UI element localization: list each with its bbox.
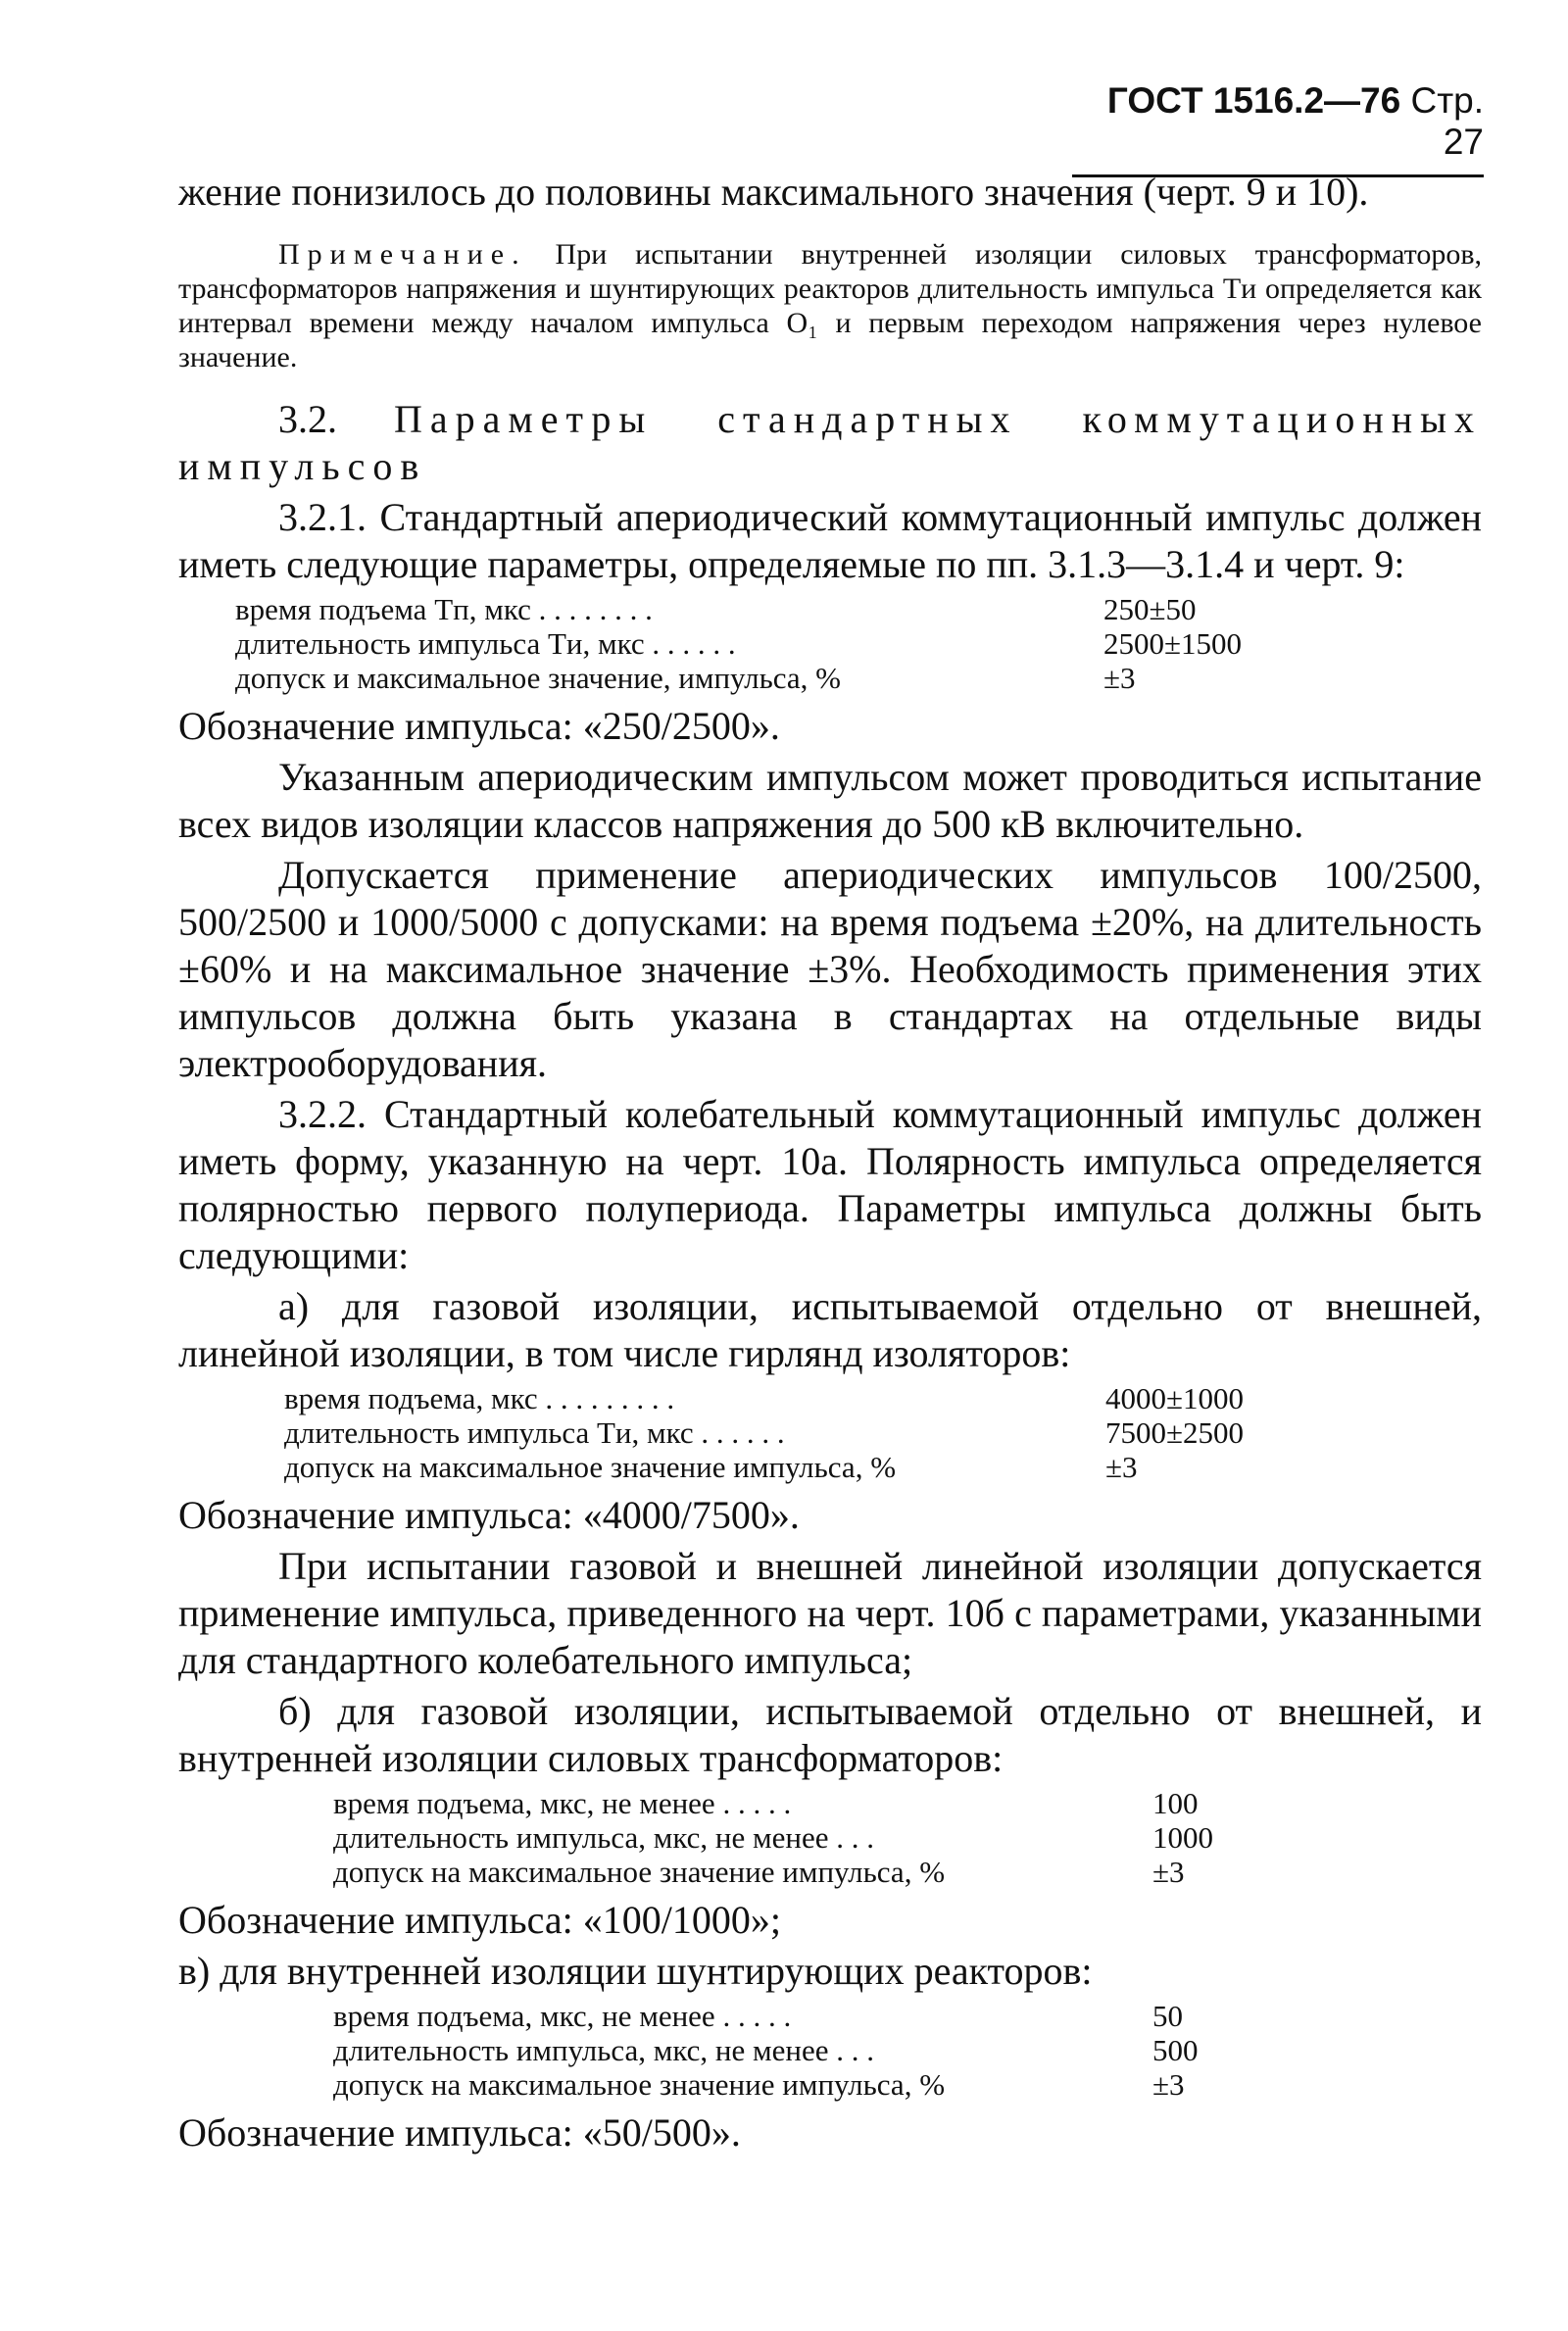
param-row	[333, 2033, 1482, 2067]
param-value: 250±50	[1103, 592, 1197, 626]
param-row	[333, 1786, 1482, 1820]
param-row	[235, 592, 1482, 626]
param-value: ±3	[1105, 1450, 1138, 1484]
param-value: 2500±1500	[1103, 626, 1243, 661]
item-b: б) для газовой изоляции, испытываемой отдельно от внешней, и внутренней изоляции силовых трансформаторов:	[178, 1689, 1482, 1780]
note-text: При испытании внутренней изоляции силовых трансформаторов, трансформаторов напряжения и шунтирующих реакторов длительность импульса Tи определяется как интервал времени между началом импульса O₁ и первым переходом напряжения через нулевое значение.	[178, 238, 1483, 373]
param-row	[333, 1999, 1482, 2033]
designation-item-b: Обозначение импульса: «100/1000»;	[178, 1898, 781, 1942]
section-number: 3.2.	[278, 397, 337, 441]
designation-item-a: Обозначение импульса: «4000/7500».	[178, 1493, 800, 1537]
params-item-b	[333, 1786, 1482, 1889]
param-label: длительность импульса Tи, мкс . . . . . .	[235, 626, 736, 661]
param-value: 7500±2500	[1105, 1415, 1245, 1450]
param-row	[235, 626, 1482, 661]
param-value: 100	[1152, 1786, 1199, 1820]
param-value: 50	[1152, 1999, 1183, 2033]
standard-code: ГОСТ 1516.2—76	[1106, 80, 1401, 121]
note	[178, 237, 1482, 374]
item-v: в) для внутренней изоляции шунтирующих реакторов:	[178, 1949, 1093, 1993]
designation-aperiodic: Обозначение импульса: «250/2500».	[178, 704, 780, 748]
param-label: допуск на максимальное значение импульса, %	[333, 1855, 946, 1889]
param-value: 1000	[1152, 1820, 1213, 1855]
param-label: время подъема, мкс, не менее . . . . .	[333, 1786, 792, 1820]
param-label: длительность импульса, мкс, не менее . . .	[333, 2033, 874, 2067]
paragraph-aperiodic-use: Указанным апериодическим импульсом может проводиться испытание всех видов изоляции классов напряжения до 500 кВ включительно.	[178, 755, 1482, 846]
param-label: допуск на максимальное значение импульса, %	[333, 2067, 946, 2102]
note-label: Примечание.	[278, 238, 527, 271]
paragraph-aperiodic-allowed: Допускается применение апериодических импульсов 100/2500, 500/2500 и 1000/5000 с допусками: на время подъема ±20%, на длительность ±60% и на максимальное значение ±3%. Необходимость применения этих импульсов должна быть указана в стандартах на отдельные виды электрооборудования.	[178, 853, 1482, 1085]
param-row	[235, 661, 1482, 695]
param-value: ±3	[1152, 1855, 1185, 1889]
section-title: Параметры стандартных коммутационных импульсов	[178, 397, 1483, 488]
param-label: время подъема Tп, мкс . . . . . . . .	[235, 592, 653, 626]
page-number: Стр. 27	[1410, 80, 1484, 162]
paragraph-continuation: жение понизилось до половины максимального значения (черт. 9 и 10).	[178, 170, 1369, 214]
param-value: 500	[1152, 2033, 1199, 2067]
params-item-v	[333, 1999, 1482, 2102]
param-row	[284, 1415, 1482, 1450]
param-row	[284, 1381, 1482, 1415]
param-row	[333, 1820, 1482, 1855]
param-label: допуск на максимальное значение импульса, %	[284, 1450, 897, 1484]
designation-item-v: Обозначение импульса: «50/500».	[178, 2110, 741, 2155]
param-row	[333, 2067, 1482, 2102]
item-a: а) для газовой изоляции, испытываемой отдельно от внешней, линейной изоляции, в том числе гирлянд изоляторов:	[178, 1284, 1482, 1375]
param-label: длительность импульса Tи, мкс . . . . . .	[284, 1415, 785, 1450]
clause-3-2-1: 3.2.1. Стандартный апериодический коммутационный импульс должен иметь следующие параметры, определяемые по пп. 3.1.3—3.1.4 и черт. 9:	[178, 495, 1482, 586]
param-row	[333, 1855, 1482, 1889]
section-3-2-heading	[178, 396, 1482, 490]
param-label: длительность импульса, мкс, не менее . . .	[333, 1820, 874, 1855]
page-header	[1072, 80, 1484, 177]
param-value: ±3	[1152, 2067, 1185, 2102]
param-label: время подъема, мкс, не менее . . . . .	[333, 1999, 792, 2033]
param-row	[284, 1450, 1482, 1484]
param-value: 4000±1000	[1105, 1381, 1245, 1415]
param-label: время подъема, мкс . . . . . . . . .	[284, 1381, 675, 1415]
page-content	[178, 169, 1482, 2160]
params-item-a	[284, 1381, 1482, 1484]
param-value: ±3	[1103, 661, 1136, 695]
params-aperiodic	[235, 592, 1482, 695]
param-label: допуск и максимальное значение, импульса, %	[235, 661, 842, 695]
paragraph-gas-insulation: При испытании газовой и внешней линейной изоляции допускается применение импульса, приведенного на черт. 10б с параметрами, указанными для стандартного колебательного импульса;	[178, 1544, 1482, 1682]
clause-3-2-2: 3.2.2. Стандартный колебательный коммутационный импульс должен иметь форму, указанную на черт. 10а. Полярность импульса определяется полярностью первого полупериода. Параметры импульса должны быть следующими:	[178, 1092, 1482, 1277]
